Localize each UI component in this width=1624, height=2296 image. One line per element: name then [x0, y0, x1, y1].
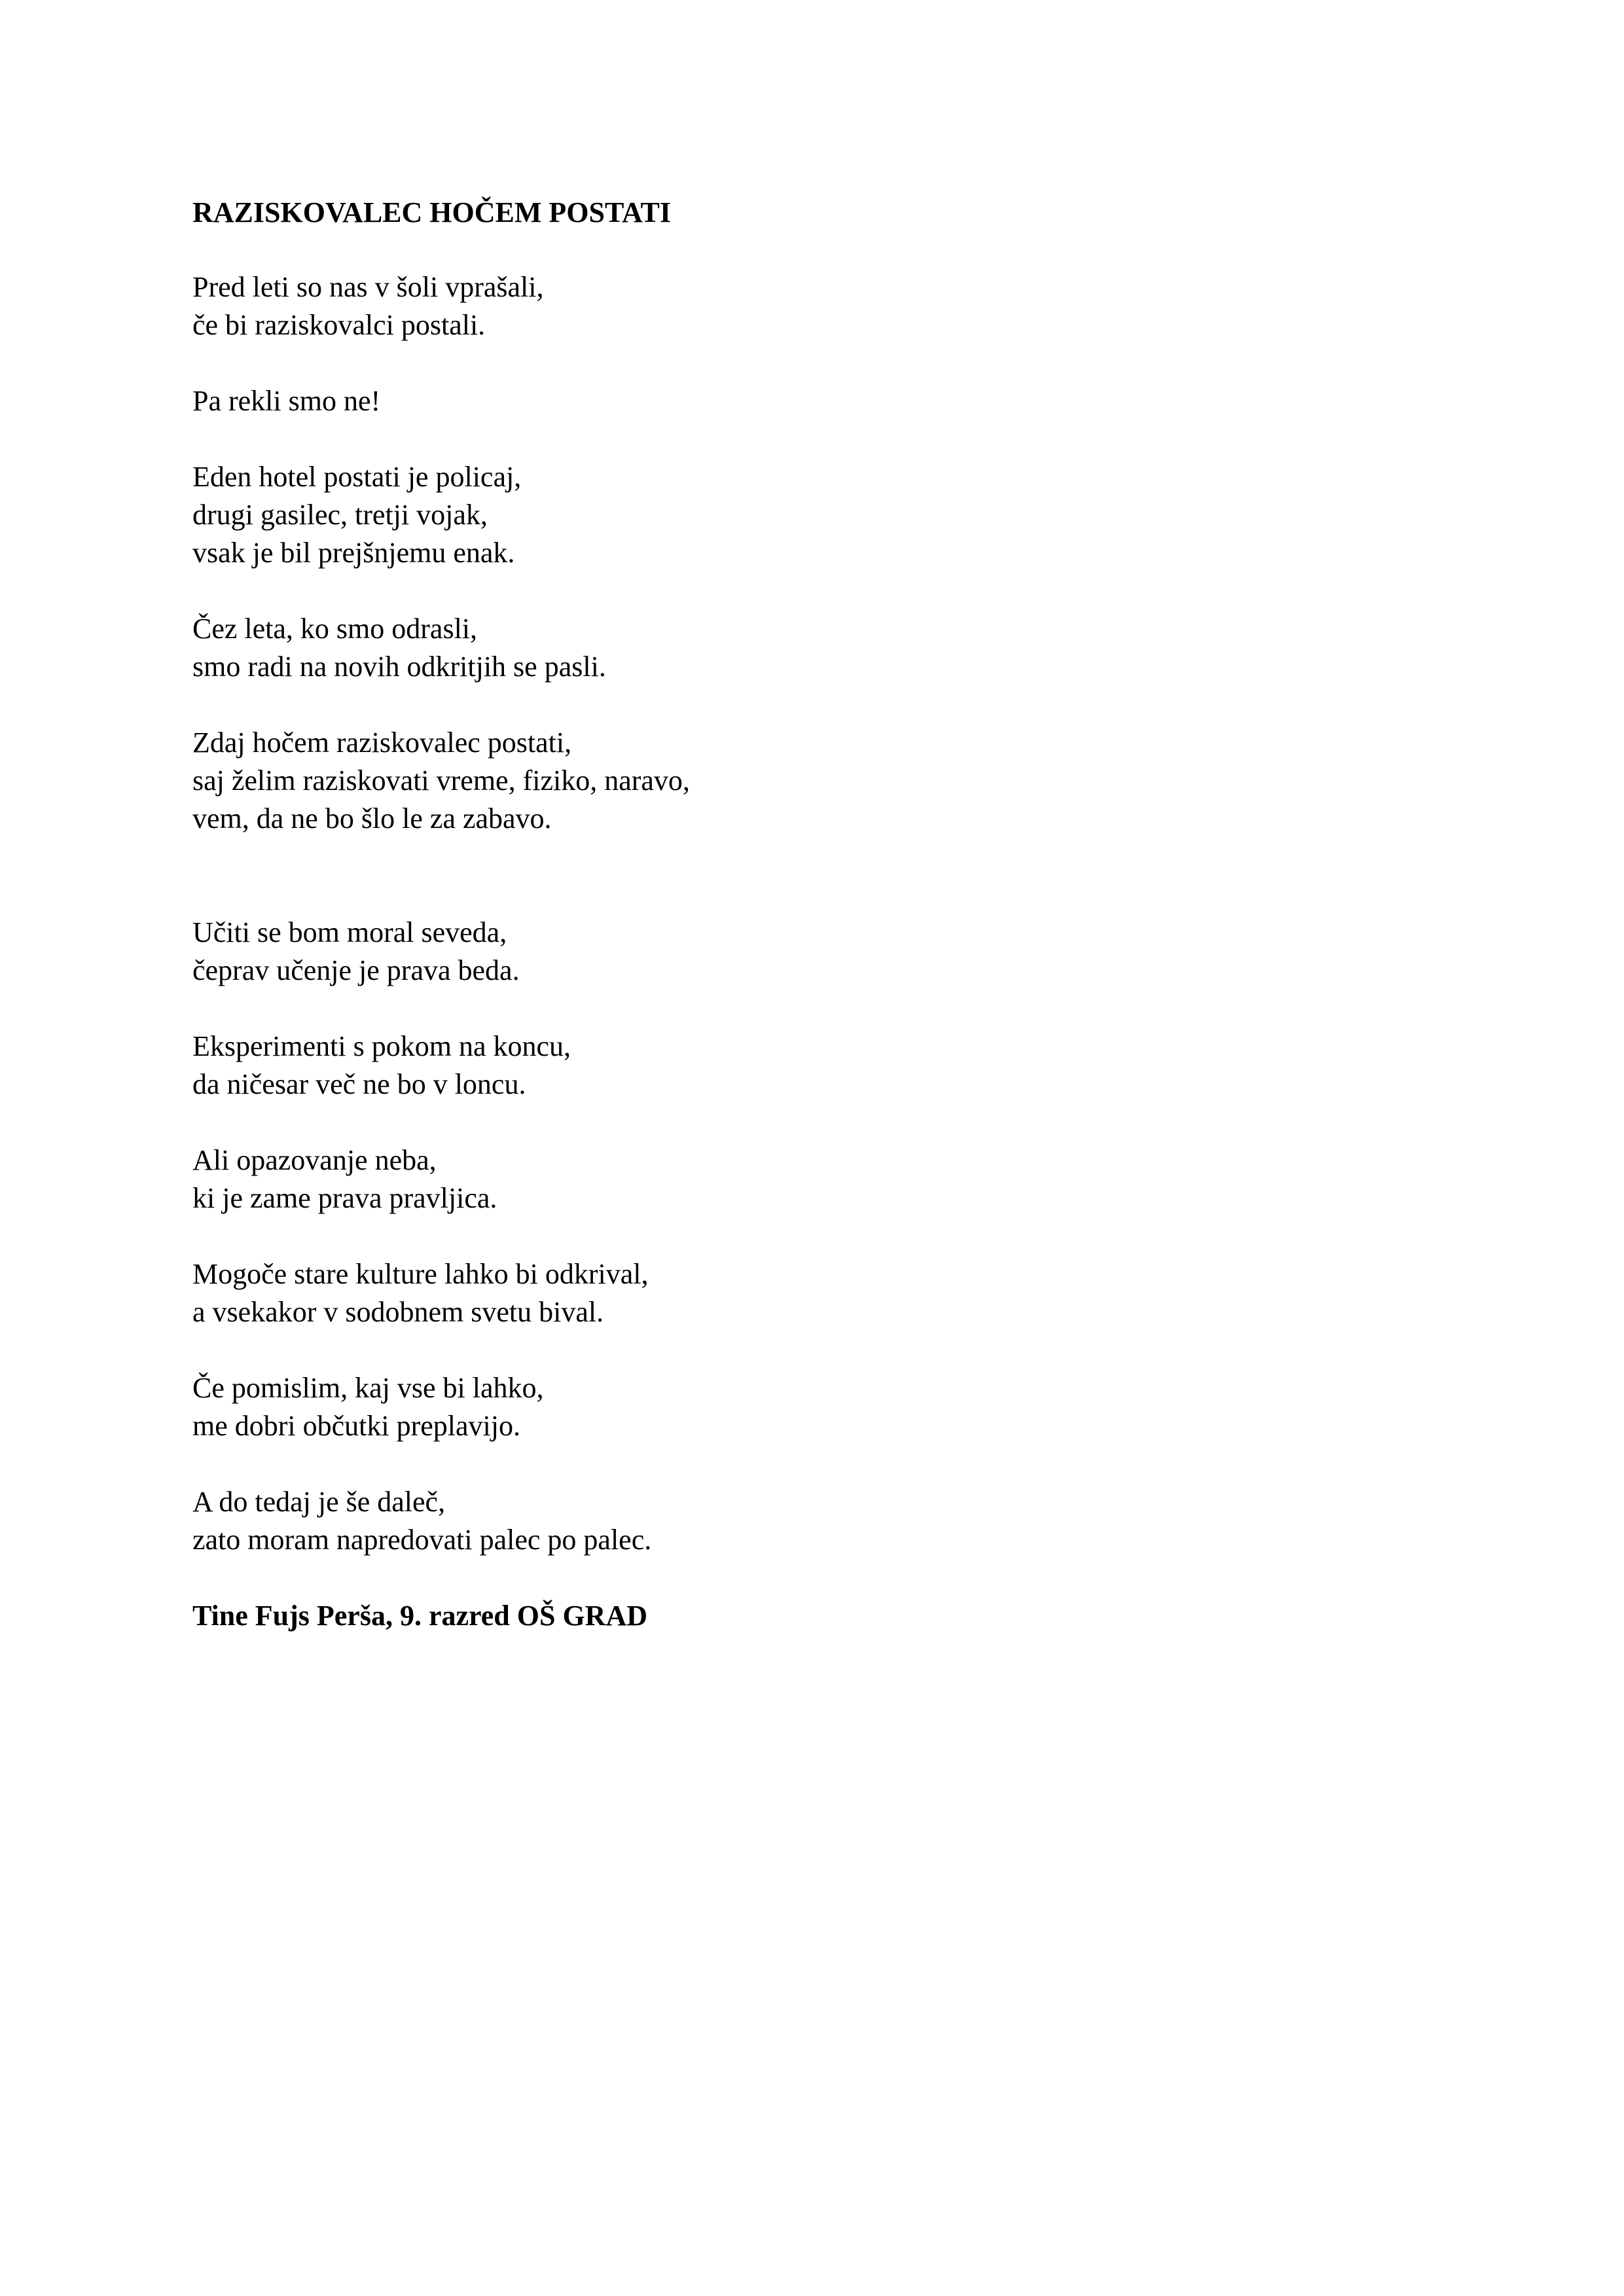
poem-content: [192, 194, 1436, 1635]
poem-line: vem, da ne bo šlo le za zabavo.: [192, 802, 552, 834]
poem-line: Mogoče stare kulture lahko bi odkrival,: [192, 1258, 649, 1290]
stanza-10: [192, 1369, 1436, 1445]
stanza-7: [192, 1028, 1436, 1103]
stanza-3: [192, 458, 1436, 572]
poem-line: drugi gasilec, tretji vojak,: [192, 499, 488, 531]
poem-line: a vsekakor v sodobnem svetu bival.: [192, 1296, 604, 1328]
stanza-8: [192, 1141, 1436, 1217]
poem-line: saj želim raziskovati vreme, fiziko, naravo,: [192, 764, 690, 797]
stanza-5: [192, 724, 1436, 838]
stanza-4: [192, 610, 1436, 686]
stanza-1: [192, 268, 1436, 344]
stanza-2: [192, 382, 1436, 420]
stanza-11: [192, 1483, 1436, 1559]
poem-title: RAZISKOVALEC HOČEM POSTATI: [192, 196, 672, 228]
stanza-6: [192, 914, 1436, 990]
poem-line: Čez leta, ko smo odrasli,: [192, 613, 478, 645]
author-signature: Tine Fujs Perša, 9. razred OŠ GRAD: [192, 1600, 647, 1632]
poem-line: Zdaj hočem raziskovalec postati,: [192, 726, 572, 759]
poem-line: A do tedaj je še daleč,: [192, 1486, 446, 1518]
poem-line: zato moram napredovati palec po palec.: [192, 1524, 652, 1556]
poem-line: me dobri občutki preplavijo.: [192, 1410, 520, 1442]
poem-line: vsak je bil prejšnjemu enak.: [192, 537, 515, 569]
poem-line: smo radi na novih odkritjih se pasli.: [192, 651, 606, 683]
poem-line: Ali opazovanje neba,: [192, 1144, 437, 1176]
poem-line: če bi raziskovalci postali.: [192, 309, 486, 341]
poem-line: Eden hotel postati je policaj,: [192, 461, 522, 493]
poem-line: da ničesar več ne bo v loncu.: [192, 1068, 526, 1100]
poem-line: Eksperimenti s pokom na koncu,: [192, 1030, 571, 1062]
poem-line: Če pomislim, kaj vse bi lahko,: [192, 1372, 544, 1404]
poem-line: čeprav učenje je prava beda.: [192, 954, 520, 986]
poem-line: Pa rekli smo ne!: [192, 385, 381, 417]
poem-line: Učiti se bom moral seveda,: [192, 916, 507, 948]
stanza-9: [192, 1255, 1436, 1331]
poem-line: Pred leti so nas v šoli vprašali,: [192, 271, 544, 303]
poem-line: ki je zame prava pravljica.: [192, 1182, 497, 1214]
